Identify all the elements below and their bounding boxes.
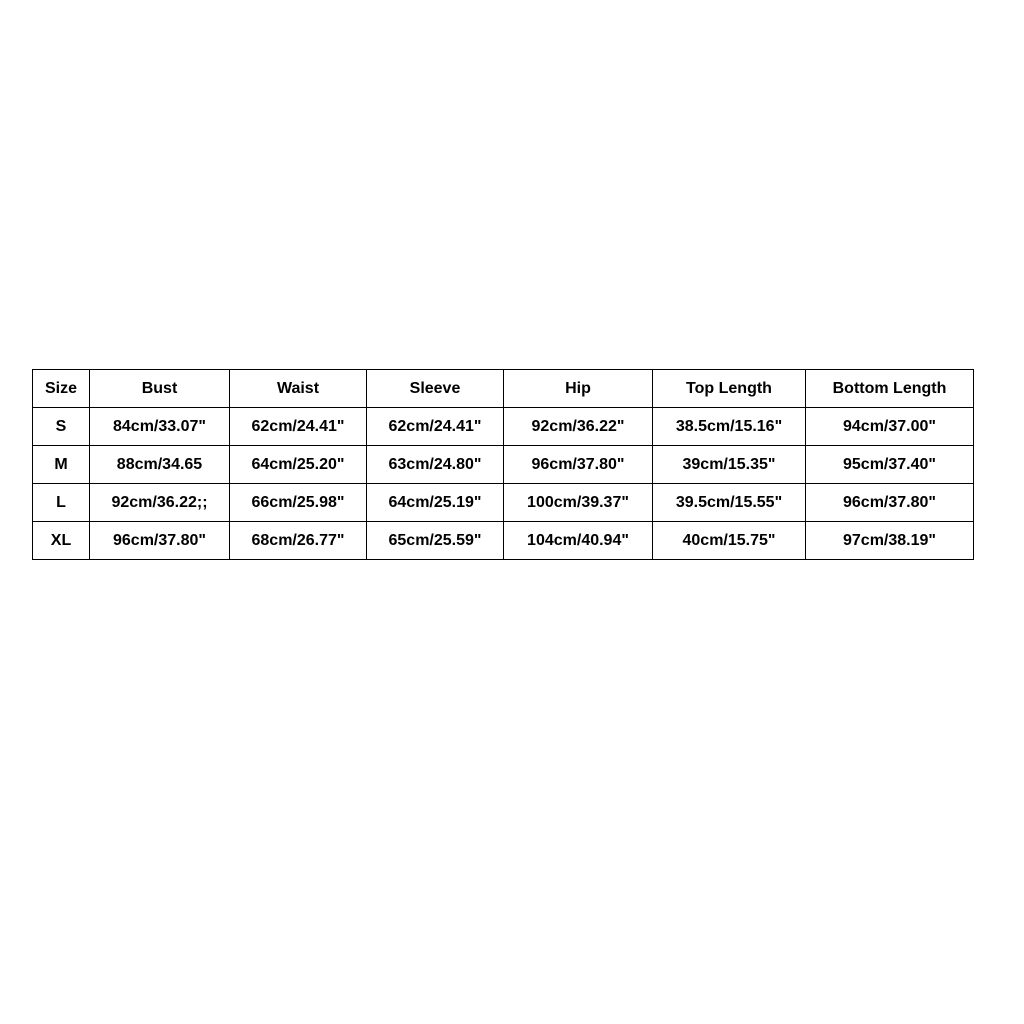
table-row [33,408,974,446]
cell-top-length: 40cm/15.75" [653,522,806,560]
header-sleeve: Sleeve [367,370,504,408]
cell-size: XL [33,522,90,560]
cell-sleeve: 62cm/24.41" [367,408,504,446]
cell-hip: 104cm/40.94" [504,522,653,560]
cell-size: L [33,484,90,522]
table-row [33,522,974,560]
header-bust: Bust [90,370,230,408]
cell-bust: 84cm/33.07" [90,408,230,446]
cell-hip: 96cm/37.80" [504,446,653,484]
cell-bottom-length: 96cm/37.80" [806,484,974,522]
header-size: Size [33,370,90,408]
header-hip: Hip [504,370,653,408]
cell-waist: 68cm/26.77" [230,522,367,560]
cell-waist: 62cm/24.41" [230,408,367,446]
cell-hip: 92cm/36.22" [504,408,653,446]
cell-bottom-length: 94cm/37.00" [806,408,974,446]
cell-waist: 64cm/25.20" [230,446,367,484]
cell-bust: 88cm/34.65 [90,446,230,484]
cell-size: S [33,408,90,446]
cell-bust: 96cm/37.80" [90,522,230,560]
cell-top-length: 39.5cm/15.55" [653,484,806,522]
cell-size: M [33,446,90,484]
cell-bottom-length: 95cm/37.40" [806,446,974,484]
cell-sleeve: 64cm/25.19" [367,484,504,522]
table-row [33,446,974,484]
cell-bust: 92cm/36.22;; [90,484,230,522]
cell-top-length: 39cm/15.35" [653,446,806,484]
header-row [33,370,974,408]
header-waist: Waist [230,370,367,408]
cell-sleeve: 65cm/25.59" [367,522,504,560]
cell-waist: 66cm/25.98" [230,484,367,522]
cell-top-length: 38.5cm/15.16" [653,408,806,446]
cell-bottom-length: 97cm/38.19" [806,522,974,560]
table-row [33,484,974,522]
cell-sleeve: 63cm/24.80" [367,446,504,484]
header-top-length: Top Length [653,370,806,408]
size-chart-table [32,369,974,560]
cell-hip: 100cm/39.37" [504,484,653,522]
header-bottom-length: Bottom Length [806,370,974,408]
